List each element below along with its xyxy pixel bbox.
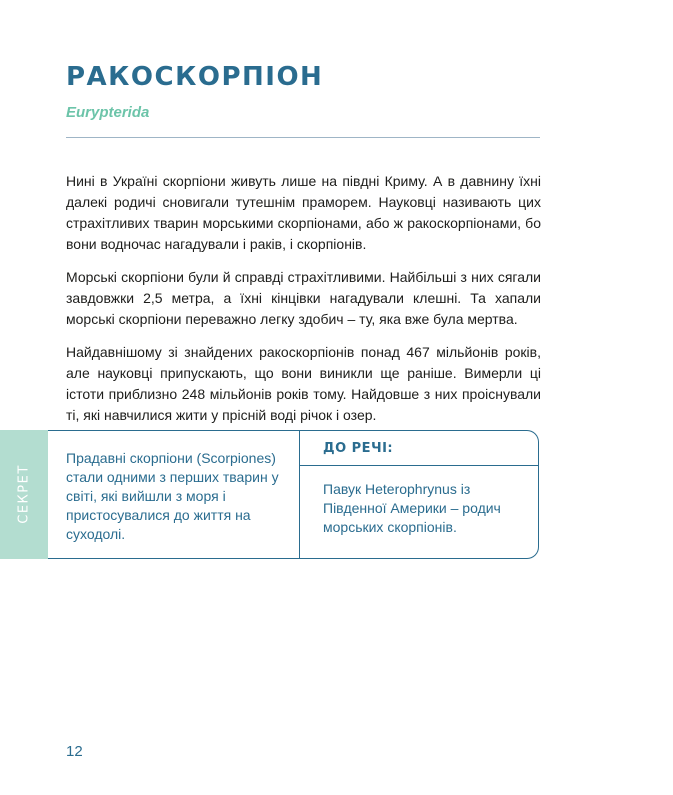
paragraph-2: Морські скорпіони були й справді страхітливими. Найбільші з них сягали завдовжки 2,5 метра, а їхні кінцівки нагадували клешні. Та хапали морські скорпіони переважно легку здобич – ту, яка вже була мертва.: [66, 269, 541, 327]
secret-tab-label: СЕКРЕТ: [16, 464, 32, 524]
secret-tab: [0, 430, 48, 559]
title-divider: [66, 137, 540, 138]
secret-text: Прадавні скорпіони (Scorpiones) стали одними з перших тварин у світі, які вийшли з моря і пристосувалися до життя на суходолі.: [66, 450, 279, 542]
paragraph-1: Нині в Україні скорпіони живуть лише на півдні Криму. А в давнину їхні далекі родичі сновигали тутешнім праморем. Науковці називають цих страхітливих тварин морськими скорпіонами, або ж ракоскорпіонами, бо вони водночас нагадували і раків, і скорпіонів.: [66, 173, 541, 252]
paragraph-3: Найдавнішому зі знайдених ракоскорпіонів понад 467 мільйонів років, але науковці припускають, що вони виникли ще раніше. Вимерли ці істоти приблизно 248 мільйонів років тому. Найдовше з них проіснували ті, які навчилися жити у прісній воді річок і озер.: [66, 344, 541, 423]
aside-header: [299, 431, 538, 466]
article-body: [66, 171, 541, 438]
aside-title: ДО РЕЧІ:: [323, 441, 394, 456]
latin-name: Eurypterida: [66, 104, 150, 121]
info-box: [48, 430, 539, 559]
aside-text: Павук Heterophrynus із Південної Америки – родич морських скорпіонів.: [323, 481, 501, 535]
page-title: РАКОСКОРПІОН: [66, 62, 324, 92]
page-number: 12: [66, 743, 83, 760]
